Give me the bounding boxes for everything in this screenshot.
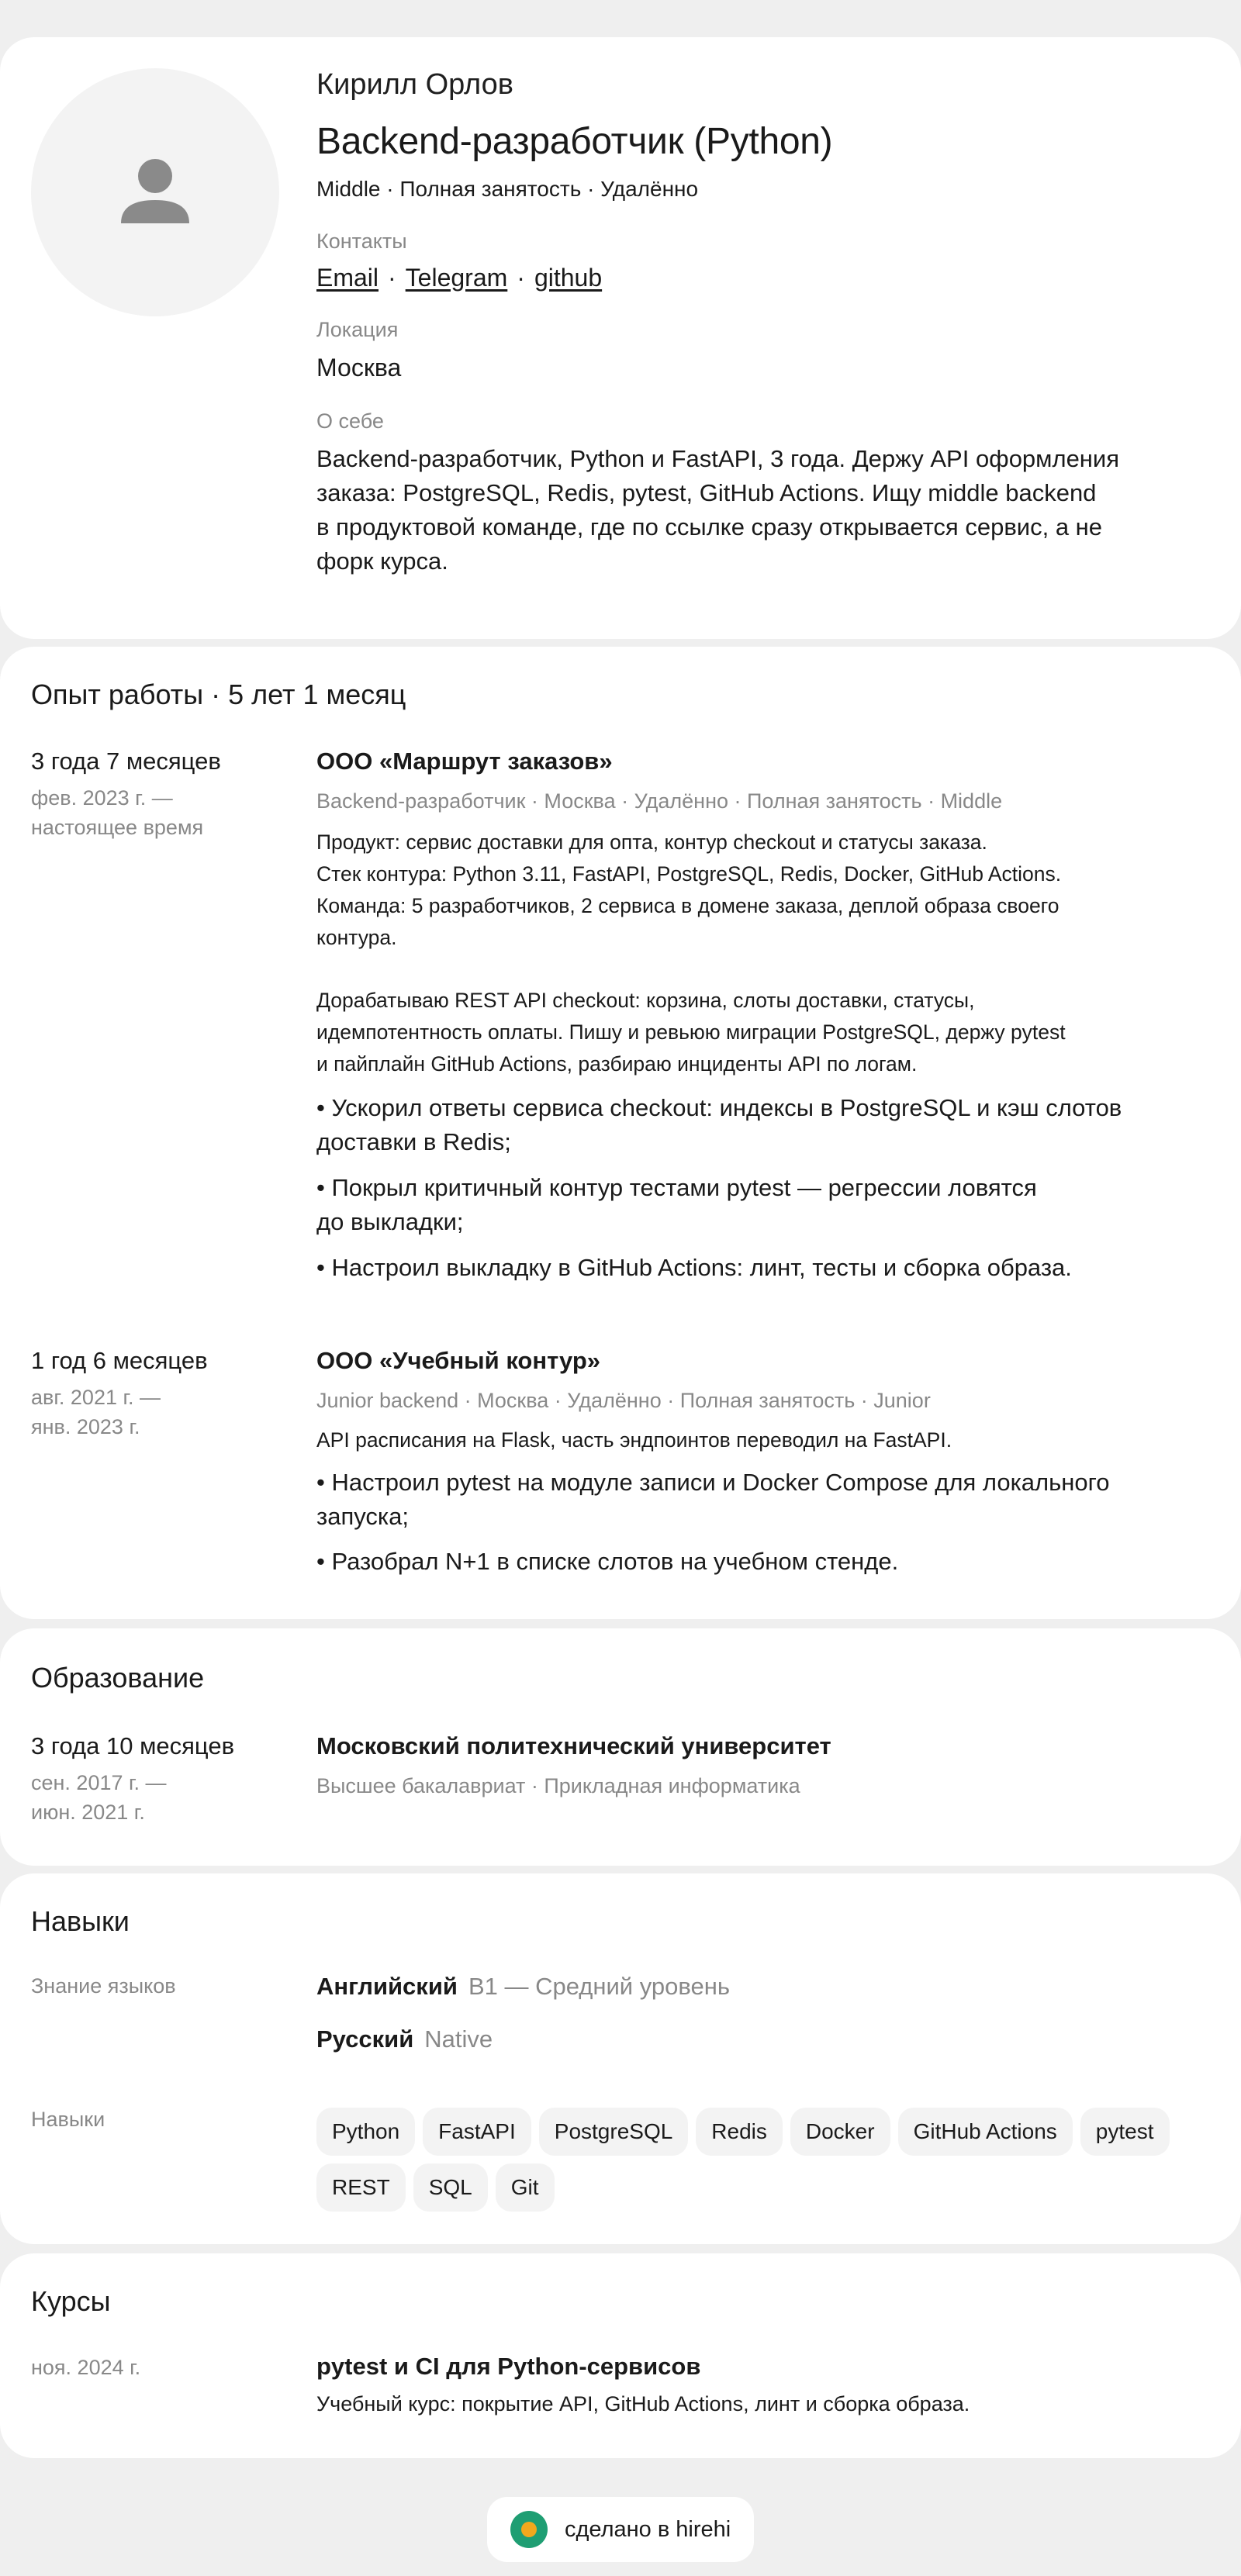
location-label: Локация [316, 318, 399, 341]
course-date: ноя. 2024 г. [31, 2356, 141, 2379]
job-2-details [316, 1345, 1185, 1579]
email-link[interactable]: Email [316, 264, 379, 292]
languages-list [316, 1971, 1185, 2060]
skills-label: Навыки [31, 2108, 105, 2131]
made-with-hirehi-button[interactable] [487, 2497, 754, 2562]
skills-card [0, 1873, 1241, 2244]
job-responsibilities: Дорабатываю REST API checkout: корзина, слоты доставки, статусы, идемпотентность оплаты. Пишу и ревьюю миграции PostgreSQL, держу pytest и пайплайн GitHub Actions, разбираю инциденты API по логам. [316, 989, 1066, 1076]
languages-label: Знание языков [31, 1974, 176, 1998]
job-dates: фев. 2023 г. — настоящее время [31, 786, 204, 839]
skill-tag: Git [496, 2163, 555, 2212]
profile-name: Кирилл Орлов [316, 68, 513, 101]
job-1-period [31, 746, 221, 842]
language-item [316, 1971, 1185, 2007]
education-duration: 3 года 10 месяцев [31, 1732, 235, 1759]
position-title: Backend-разработчик (Python) [316, 121, 833, 162]
courses-card [0, 2253, 1241, 2458]
achievement-item: • Настроил выкладку в GitHub Actions: линт, тесты и сборка образа. [316, 1254, 1072, 1281]
job-description: Продукт: сервис доставки для опта, контур checkout и статусы заказа. Стек контура: Python 3.11, FastAPI, PostgreSQL, Redis, Docker, GitHub Actions. Команда: 5 разработчиков, 2 сервиса в домене заказа, деплой образа своего контура. [316, 830, 1062, 949]
job-meta: Backend-разработчик · Москва · Удалённо · Полная занятость · Middle [316, 789, 1003, 813]
education-title: Образование [31, 1662, 205, 1694]
job-2-period [31, 1345, 208, 1442]
education-details [316, 1731, 1185, 1801]
skill-tag: REST [316, 2163, 406, 2212]
about-text: Backend-разработчик, Python и FastAPI, 3 года. Держу API оформления заказа: PostgreSQL, Redis, pytest, GitHub Actions. Ищу middle backend в продуктовой команде, где по ссылке сразу открывается сервис, а не форк курса. [316, 445, 1120, 575]
job-meta: Junior backend · Москва · Удалённо · Полная занятость · Junior [316, 1389, 931, 1412]
location-value: Москва [316, 354, 402, 382]
skill-tag: pytest [1080, 2108, 1170, 2156]
skill-tag: PostgreSQL [539, 2108, 689, 2156]
experience-card [0, 647, 1241, 1619]
job-duration: 3 года 7 месяцев [31, 748, 221, 775]
job-company: ООО «Маршрут заказов» [316, 748, 613, 775]
achievement-item: • Покрыл критичный контур тестами pytest — регрессии ловятся до выкладки; [316, 1174, 1037, 1235]
about-label: О себе [316, 409, 384, 433]
skill-tag: GitHub Actions [898, 2108, 1073, 2156]
separator: · [388, 264, 396, 292]
language-name: Русский [316, 2025, 414, 2053]
skill-tag: FastAPI [423, 2108, 531, 2156]
user-icon [119, 157, 191, 228]
experience-title: Опыт работы · 5 лет 1 месяц [31, 679, 406, 710]
education-meta: Высшее бакалавриат · Прикладная информатика [316, 1774, 800, 1797]
education-period [31, 1731, 234, 1827]
school-name: Московский политехнический университет [316, 1732, 831, 1759]
avatar [31, 68, 279, 316]
separator: · [517, 264, 525, 292]
profile-card [0, 37, 1241, 639]
language-name: Английский [316, 1973, 458, 2000]
skills-title: Навыки [31, 1905, 130, 1937]
job-duration: 1 год 6 месяцев [31, 1347, 208, 1374]
hirehi-logo-icon [510, 2511, 548, 2548]
skills-tags [316, 2108, 1185, 2212]
position-meta: Middle · Полная занятость · Удалённо [316, 177, 699, 201]
course-details [316, 2351, 1185, 2420]
language-level: Native [424, 2025, 493, 2053]
course-description: Учебный курс: покрытие API, GitHub Actions, линт и сборка образа. [316, 2392, 970, 2415]
job-1-details [316, 746, 1185, 1285]
job-dates: авг. 2021 г. — янв. 2023 г. [31, 1386, 161, 1438]
contacts-label: Контакты [316, 230, 407, 253]
course-name: pytest и CI для Python-сервисов [316, 2353, 701, 2380]
contacts-links [316, 262, 1185, 293]
skill-tag: Python [316, 2108, 415, 2156]
education-card [0, 1628, 1241, 1866]
education-dates: сен. 2017 г. — июн. 2021 г. [31, 1771, 167, 1824]
job-description: API расписания на Flask, часть эндпоинтов переводил на FastAPI. [316, 1428, 952, 1452]
telegram-link[interactable]: Telegram [405, 264, 508, 292]
achievement-item: • Настроил pytest на модуле записи и Docker Compose для локального запуска; [316, 1469, 1110, 1530]
made-with-label: сделано в hirehi [565, 2516, 731, 2542]
language-level: B1 — Средний уровень [468, 1973, 730, 2000]
skill-tag: SQL [413, 2163, 488, 2212]
skill-tag: Redis [696, 2108, 783, 2156]
skill-tag: Docker [790, 2108, 890, 2156]
language-item [316, 2024, 1185, 2060]
achievement-item: • Ускорил ответы сервиса checkout: индексы в PostgreSQL и кэш слотов доставки в Redis; [316, 1094, 1122, 1155]
job-company: ООО «Учебный контур» [316, 1347, 601, 1374]
courses-title: Курсы [31, 2285, 111, 2317]
github-link[interactable]: github [534, 264, 603, 292]
achievement-item: • Разобрал N+1 в списке слотов на учебном стенде. [316, 1548, 899, 1575]
